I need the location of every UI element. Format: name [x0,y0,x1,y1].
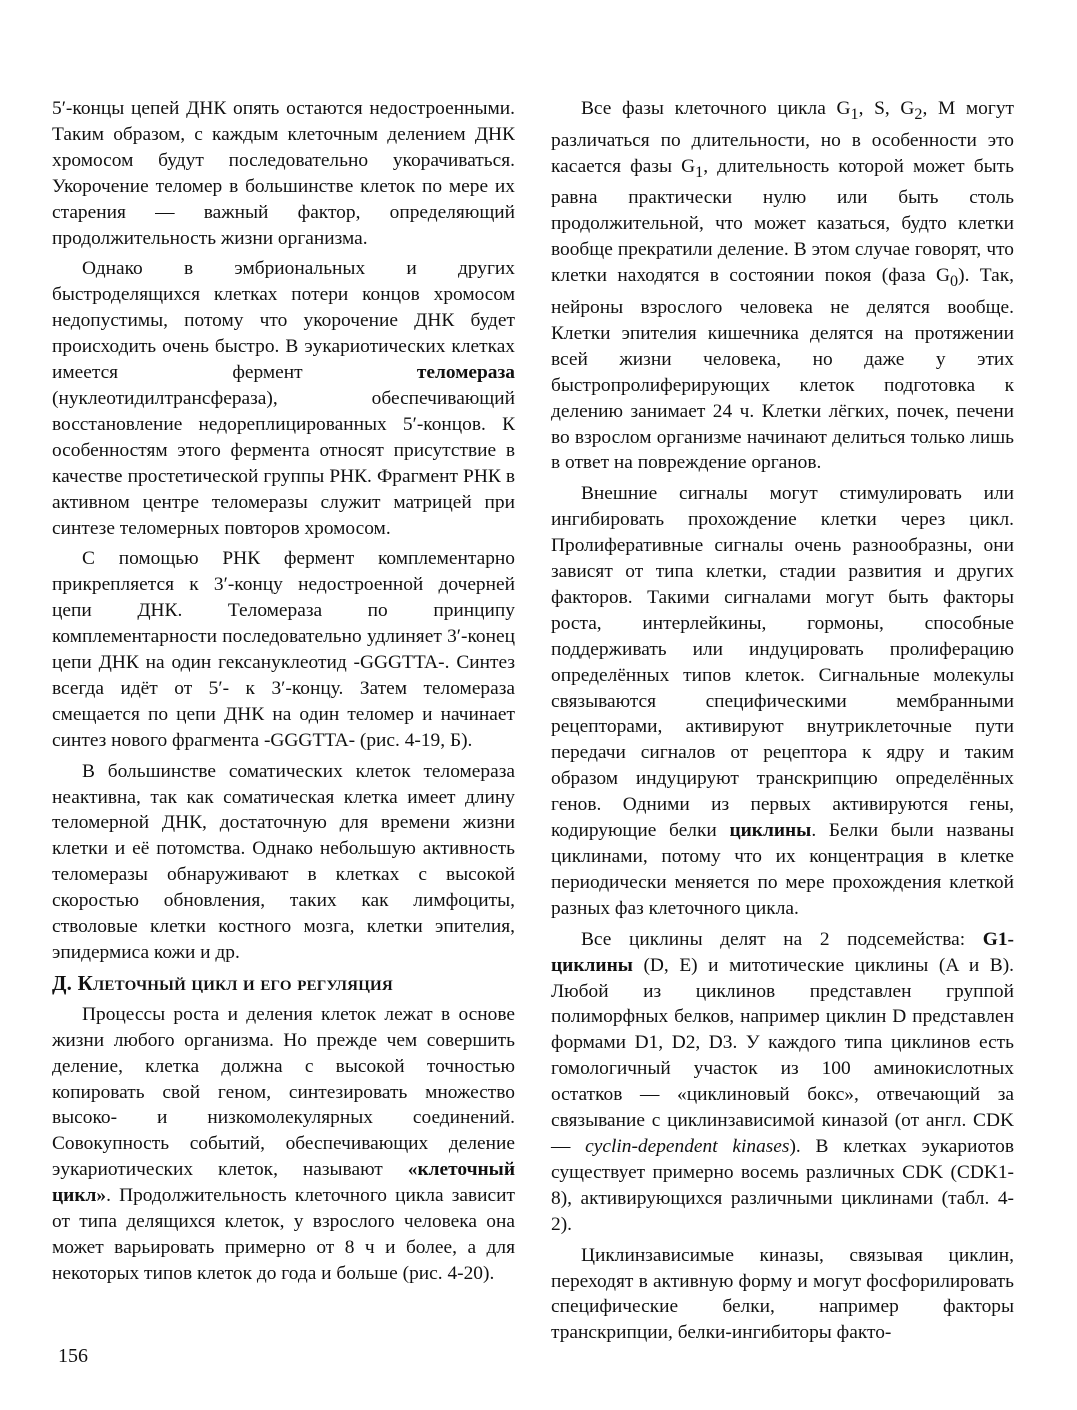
heading-prefix: Д. [52,970,78,995]
paragraph-text: (нуклеотидилтрансфераза), обеспечивающий восстановление недореплицированных 5′-концов. К особенностям этого фермента относят присутствие в качестве простетической группы РНК. Фрагмент РНК в активном центре теломеразы служит матрицей при синтезе теломерных повторов хромосом. [52,387,515,539]
term-cell-cycle: «клеточный цикл» [52,1159,515,1207]
paragraph [551,927,1014,1238]
term-cyclins: циклины [729,820,812,842]
paragraph-text: Внешние сигналы могут стимулировать или ингибировать прохождение клетки через цикл. Пролиферативные сигналы очень разнообразны, они зависят от типа клетки, стадии развития и других факторов. Такими сигналами могут быть факторы роста, интерлейкины, гормоны, способные поддерживать или индуцировать пролиферацию определённых типов клеток. Сигнальные молекулы связываются специфическими мембранными рецепторами, активируют внутриклеточные пути передачи сигналов от рецептора к ядру и таким образом индуцируют транскрипцию определённых генов. Одними из первых активируются гены, кодирующие белки [551,483,1014,842]
paragraph-text: С помощью РНК фермент комплементарно прикрепляется к 3′-концу недостроенной дочерней цепи ДНК. Теломераза по принципу комплементарности последовательно удлиняет 3′-конец цепи ДНК на один гексануклеотид -GGGTTA-. Синтез всегда идёт от 5′- к 3′-концу. Затем теломераза смещается по цепи ДНК на один теломер и начинает синтез нового фрагмента -GGGTTA- (рис. 4-19, Б). [52,548,515,751]
paragraph-text: (D, E) и митотические циклины (A и B). Любой из циклинов представлен группой полиморфных белков, например циклин D представлен формами D1, D2, D3. У каждого типа циклинов есть гомологичный участок из 100 аминокислотных остатков — «циклиновый бокс», отвечающий за связывание с циклинзависимой киназой (от англ. CDK — [551,954,1014,1157]
paragraph-text: , S, G [858,98,915,119]
subscript: 1 [695,163,704,181]
paragraph-text: В большинстве соматических клеток теломераза неактивна, так как соматическая клетка имеет длину теломерной ДНК, достаточную для времени жизни клетки и её потомства. Однако небольшую активность теломеразы обнаруживают в клетках с высокой скоростью обновления, таких как лимфоциты, стволовые клетки костного мозга, клетки эпителия, эпидермиса кожи и др. [52,760,515,963]
paragraph-text: Процессы роста и деления клеток лежат в основе жизни любого организма. Но прежде чем совершить деление, клетка должна с высокой точностью копировать свой геном, синтезировать множество высоко- и низкомолекулярных соединений. Совокупность событий, обеспечивающих деление эукариотических клеток, называют [52,1003,515,1181]
subscript: 1 [850,105,859,123]
paragraph-text: Все фазы клеточного цикла G [581,98,851,119]
term-g1-cyclins: G1-циклины [551,928,1014,976]
paragraph [52,96,515,251]
paragraph [52,546,515,753]
paragraph [551,1243,1014,1347]
paragraph-text: 5′-концы цепей ДНК опять остаются недостроенными. Таким образом, с каждым клеточным делением ДНК хромосом будут последовательно укорачиваться. Укорочение теломер в большинстве клеток по мере их старения — важный фактор, определяющий продолжительность жизни организма. [52,98,515,249]
paragraph [52,759,515,966]
paragraph-text: . Продолжительность клеточного цикла зависит от типа делящихся клеток, у взрослого человека она может варьировать примерно от 8 ч и более, а для некоторых типов клеток до года и больше (рис. 4-20). [52,1185,515,1284]
paragraph [52,256,515,541]
paragraph-text: Все циклины делят на 2 подсемейства: [581,928,983,950]
subscript: 0 [950,273,959,291]
page-number: 156 [58,1345,88,1367]
subscript: 2 [914,105,923,123]
heading-text: Клеточный цикл и его регуляция [77,970,393,995]
right-column [551,96,1014,1351]
section-heading [52,971,515,997]
paragraph-text: , длительность которой может быть равна практически нулю или быть столь продолжительной, что может казаться, будто клетки вообще прекратили деление. В этом случае говорят, что клетки находятся в состоянии покоя (фаза G [551,155,1014,287]
italic-term: cyclin-dependent kinases [585,1135,790,1157]
term-telomerase: теломераза [416,362,515,384]
paragraph-text: ). В клетках эукариотов существует примерно восемь различных CDK (CDK1-8), активирующихся различными циклинами (табл. 4-2). [551,1135,1014,1235]
paragraph [551,481,1014,921]
paragraph-text: . Белки были названы циклинами, потому что их концентрация в клетке периодически меняется по мере прохождения клеткой разных фаз клеточного цикла. [551,820,1014,919]
paragraph [52,1002,515,1287]
paragraph-text: Циклинзависимые киназы, связывая циклин, переходят в активную форму и могут фосфорилировать специфические белки, например факторы транскрипции, белки-ингибиторы факто- [551,1244,1014,1344]
paragraph [551,96,1014,476]
paragraph-text: ). Так, нейроны взрослого человека не делятся вообще. Клетки эпителия кишечника делятся на протяжении всей жизни человека, но даже у этих быстропролиферирующих клеток подготовка к делению занимает 24 ч. Клетки лёгких, почек, печени во взрослом организме начинают делиться только лишь в ответ на повреждение органов. [551,265,1015,474]
paragraph-text: , M могут различаться по длительности, но в особенности это касается фазы G [551,98,1015,177]
left-column [52,96,515,1292]
paragraph-text: Однако в эмбриональных и других быстроделящихся клетках потери концов хромосом недопустимы, потому что укорочение ДНК будет происходить очень быстро. В эукариотических клетках имеется фермент [52,258,515,384]
